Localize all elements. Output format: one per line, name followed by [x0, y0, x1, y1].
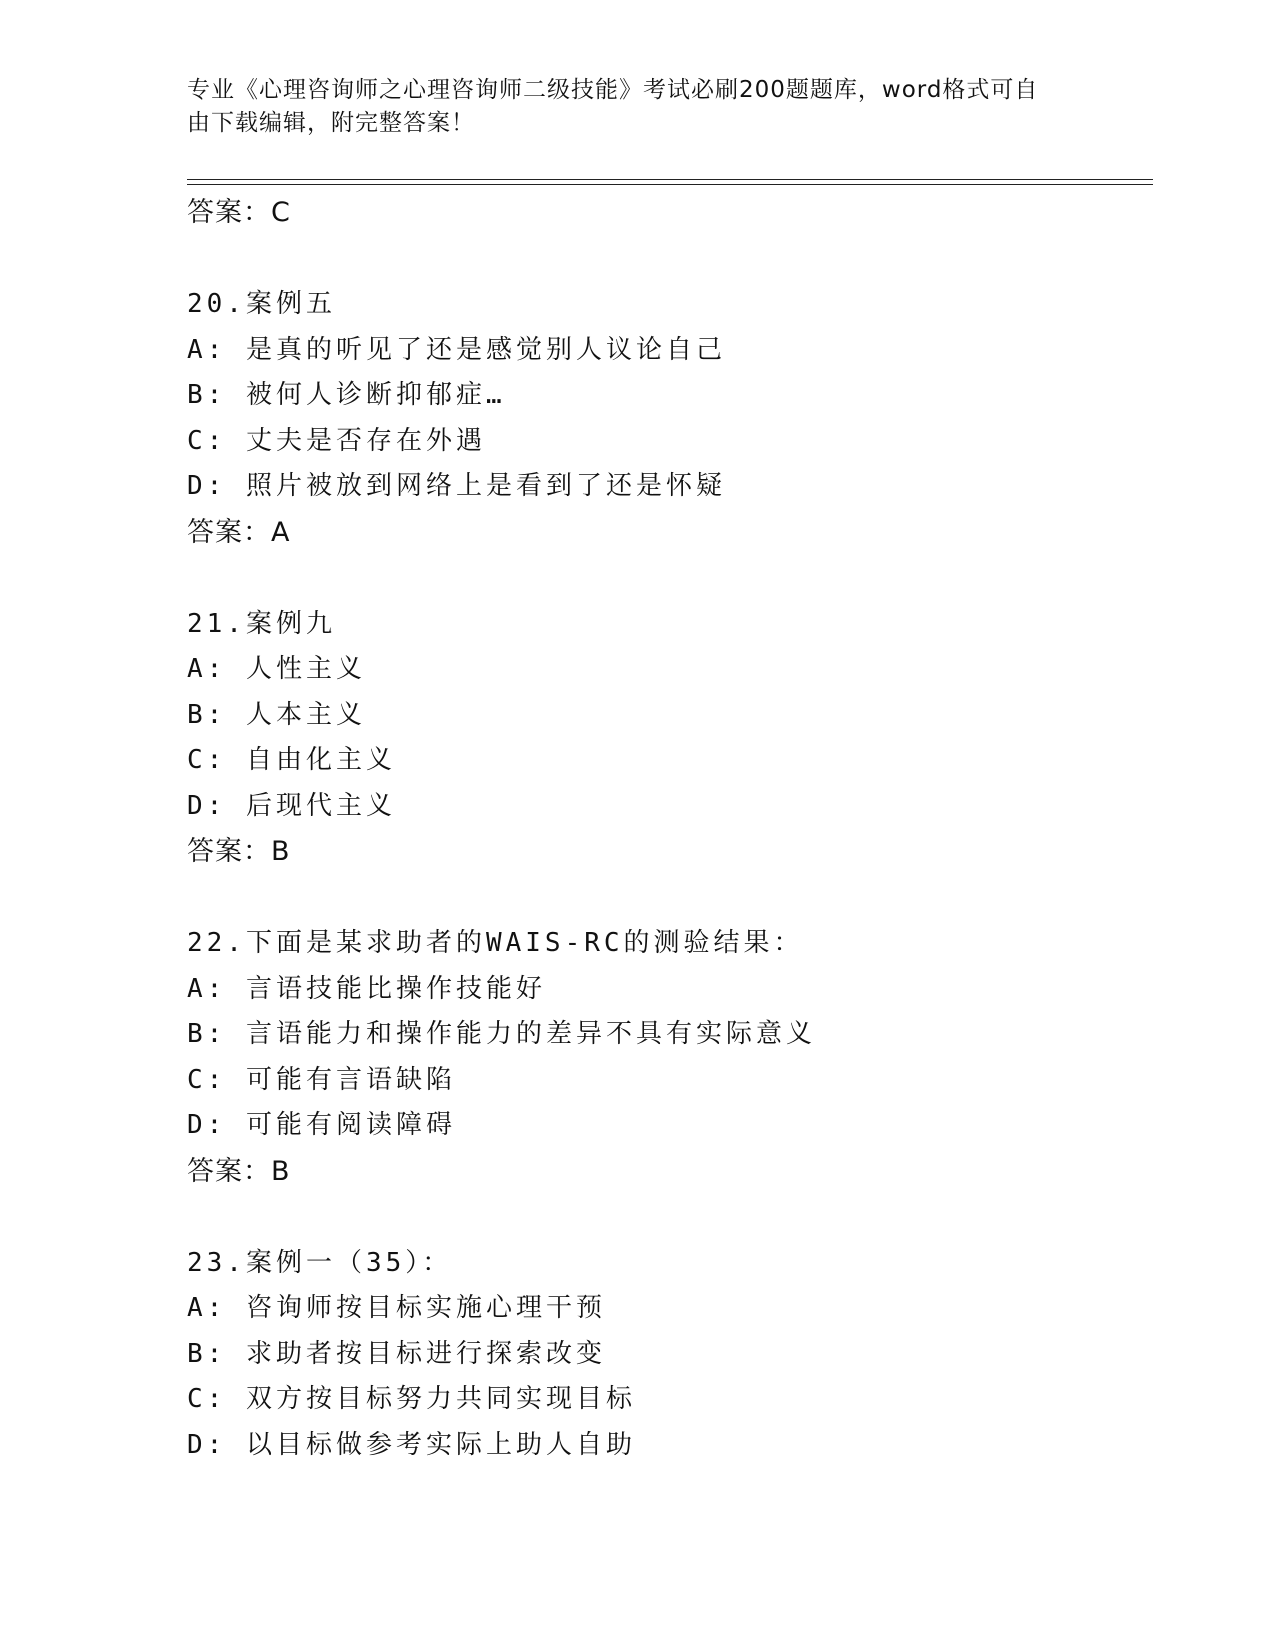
answer-line: 答案：B: [187, 1155, 291, 1187]
question-21: [187, 602, 1153, 876]
question-list: [187, 190, 1153, 1468]
header-divider-top: [187, 179, 1153, 180]
question-20: [187, 282, 1153, 556]
option-c: C: 双方按目标努力共同实现目标: [187, 1384, 636, 1414]
option-d: D: 以目标做参考实际上助人自助: [187, 1429, 636, 1460]
option-c: C: 自由化主义: [187, 745, 396, 775]
option-b: B: 被何人诊断抑郁症…: [187, 380, 506, 410]
question-22: [187, 921, 1153, 1195]
option-a: A: 人性主义: [187, 654, 366, 684]
header-divider-bottom: [187, 184, 1153, 185]
option-d: D: 照片被放到网络上是看到了还是怀疑: [187, 471, 726, 501]
option-b: B: 言语能力和操作能力的差异不具有实际意义: [187, 1019, 816, 1049]
question-stem: 20.案例五: [187, 289, 336, 319]
question-stem: 22.下面是某求助者的WAIS-RC的测验结果：: [187, 928, 804, 958]
question-stem: 23.案例一（35）：: [187, 1247, 453, 1278]
option-b: B: 人本主义: [187, 699, 366, 730]
header-line-1: 专业《心理咨询师之心理咨询师二级技能》考试必刷200题题库，word格式可自: [187, 77, 1039, 103]
answer-line: 答案：B: [187, 836, 291, 867]
option-a: A: 是真的听见了还是感觉别人议论自己: [187, 334, 726, 365]
option-b: B: 求助者按目标进行探索改变: [187, 1338, 606, 1369]
option-a: A: 言语技能比操作技能好: [187, 973, 546, 1004]
header-line-2: 由下载编辑，附完整答案！: [187, 110, 475, 136]
option-a: A: 咨询师按目标实施心理干预: [187, 1293, 606, 1323]
question-23: [187, 1241, 1153, 1469]
question-stem: 21.案例九: [187, 608, 336, 639]
option-c: C: 可能有言语缺陷: [187, 1064, 456, 1095]
option-c: C: 丈夫是否存在外遇: [187, 425, 486, 456]
answer-line: 答案：A: [187, 516, 291, 548]
option-d: D: 后现代主义: [187, 790, 396, 821]
option-d: D: 可能有阅读障碍: [187, 1110, 456, 1140]
answer-line: 答案：C: [187, 197, 291, 228]
document-header: [187, 74, 1077, 140]
